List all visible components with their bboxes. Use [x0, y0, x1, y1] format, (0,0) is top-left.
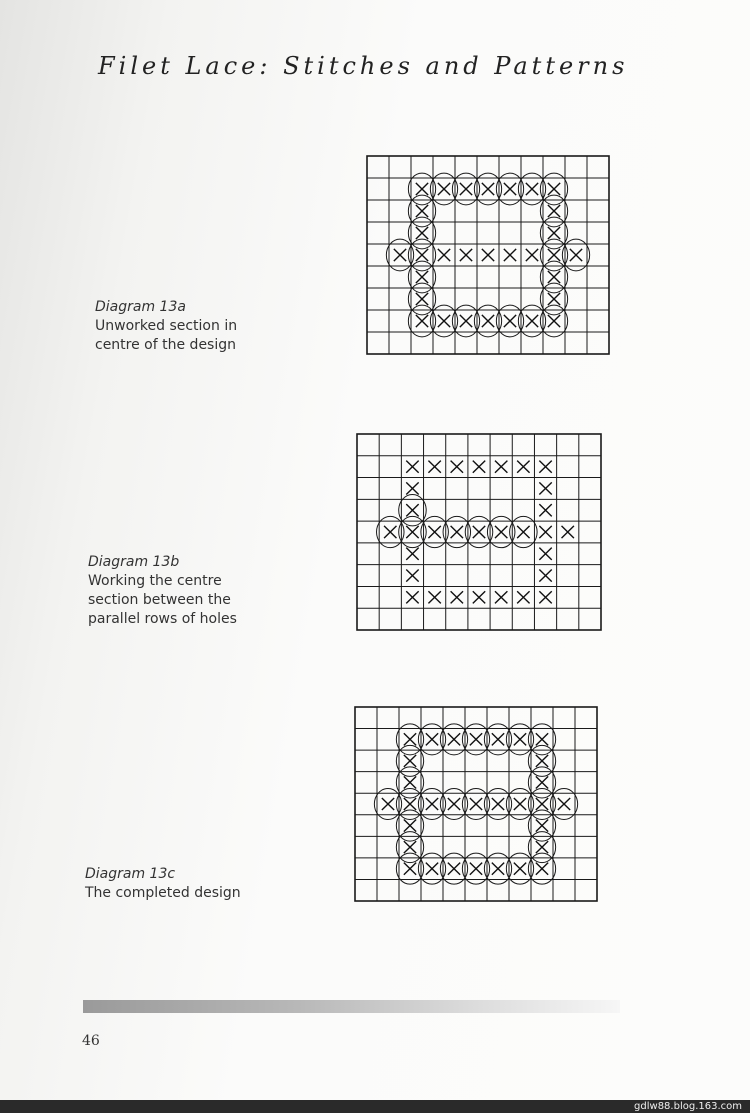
stitch-cross-mark [514, 733, 526, 745]
stitch-cross-mark [536, 733, 548, 745]
running-header: Filet Lace: Stitches and Patterns [98, 52, 629, 80]
stitch-cross-mark [514, 863, 526, 875]
stitch-cross-mark [539, 569, 551, 581]
footer-bar [83, 1000, 620, 1013]
stitch-cross-mark [536, 841, 548, 853]
stitch-cross-mark [514, 798, 526, 810]
stitch-cross-mark [536, 820, 548, 832]
stitch-cross-mark [470, 863, 482, 875]
stitch-cross-mark [406, 504, 418, 516]
stitch-cross-mark [558, 798, 570, 810]
stitch-cross-mark [526, 249, 538, 261]
diagram-13a-caption [95, 298, 237, 355]
stitch-cross-mark [384, 526, 396, 538]
stitch-cross-mark [426, 798, 438, 810]
stitch-cross-mark [473, 526, 485, 538]
stitch-cross-mark [428, 526, 440, 538]
stitch-cross-mark [470, 798, 482, 810]
stitch-cross-mark [448, 863, 460, 875]
stitch-cross-mark [548, 249, 560, 261]
stitch-cross-mark [438, 249, 450, 261]
stitch-cross-mark [438, 183, 450, 195]
stitch-cross-mark [504, 315, 516, 327]
stitch-cross-mark [539, 504, 551, 516]
stitch-cross-mark [526, 315, 538, 327]
stitch-cross-mark [460, 315, 472, 327]
stitch-cross-mark [416, 249, 428, 261]
stitch-cross-mark [539, 482, 551, 494]
diagram-13a-title: Diagram 13a [95, 299, 186, 315]
diagram-13a-line-1: Unworked section in [95, 318, 238, 334]
stitch-cross-mark [539, 591, 551, 603]
stitch-cross-mark [548, 183, 560, 195]
diagram-13c-caption [85, 865, 241, 903]
stitch-cross-mark [539, 526, 551, 538]
stitch-cross-mark [406, 548, 418, 560]
stitch-cross-mark [404, 798, 416, 810]
diagram-13b-caption [88, 553, 237, 629]
stitch-cross-mark [404, 841, 416, 853]
stitch-cross-mark [517, 526, 529, 538]
stitch-cross-mark [492, 863, 504, 875]
stitch-cross-mark [536, 863, 548, 875]
stitch-cross-mark [404, 776, 416, 788]
stitch-cross-mark [473, 461, 485, 473]
stitch-cross-mark [404, 820, 416, 832]
stitch-cross-mark [416, 293, 428, 305]
stitch-cross-mark [548, 315, 560, 327]
stitch-cross-mark [504, 249, 516, 261]
stitch-cross-mark [536, 776, 548, 788]
diagram-13c-grid [354, 706, 598, 902]
stitch-cross-mark [426, 733, 438, 745]
stitch-cross-mark [482, 249, 494, 261]
stitch-cross-mark [416, 271, 428, 283]
diagram-13b-title: Diagram 13b [88, 554, 180, 570]
watermark: gdlw88.blog.163.com [634, 1101, 742, 1112]
stitch-cross-mark [416, 183, 428, 195]
stitch-cross-mark [539, 548, 551, 560]
stitch-cross-mark [526, 183, 538, 195]
stitch-cross-mark [536, 755, 548, 767]
stitch-cross-mark [482, 315, 494, 327]
stitch-cross-mark [416, 227, 428, 239]
stitch-cross-mark [539, 461, 551, 473]
stitch-cross-mark [548, 293, 560, 305]
stitch-cross-mark [406, 482, 418, 494]
stitch-cross-mark [517, 461, 529, 473]
stitch-cross-mark [495, 591, 507, 603]
diagram-13a-line-2: centre of the design [95, 337, 236, 353]
stitch-cross-mark [495, 526, 507, 538]
stitch-cross-mark [448, 798, 460, 810]
stitch-cross-mark [492, 798, 504, 810]
stitch-cross-mark [460, 183, 472, 195]
stitch-cross-mark [404, 863, 416, 875]
stitch-cross-mark [570, 249, 582, 261]
page-number: 46 [82, 1033, 100, 1049]
stitch-cross-mark [504, 183, 516, 195]
stitch-cross-mark [438, 315, 450, 327]
stitch-cross-mark [428, 461, 440, 473]
diagram-13a-grid [366, 155, 610, 355]
stitch-cross-mark [416, 205, 428, 217]
stitch-cross-mark [548, 271, 560, 283]
stitch-cross-mark [451, 461, 463, 473]
stitch-cross-mark [406, 461, 418, 473]
stitch-cross-mark [416, 315, 428, 327]
diagram-13c-title: Diagram 13c [85, 866, 176, 882]
stitch-cross-mark [482, 183, 494, 195]
stitch-cross-mark [492, 733, 504, 745]
stitch-cross-mark [536, 798, 548, 810]
stitch-cross-mark [548, 227, 560, 239]
stitch-cross-mark [517, 591, 529, 603]
diagram-13b-line-3: parallel rows of holes [88, 611, 237, 627]
stitch-cross-mark [394, 249, 406, 261]
stitch-cross-mark [428, 591, 440, 603]
stitch-cross-mark [426, 863, 438, 875]
diagram-13c-line-1: The completed design [85, 885, 241, 901]
stitch-cross-mark [460, 249, 472, 261]
diagram-13b-grid [356, 433, 602, 631]
stitch-cross-mark [451, 591, 463, 603]
stitch-cross-mark [562, 526, 574, 538]
stitch-cross-mark [382, 798, 394, 810]
diagram-13b-line-2: section between the [88, 592, 231, 608]
stitch-cross-mark [448, 733, 460, 745]
stitch-cross-mark [404, 733, 416, 745]
stitch-cross-mark [404, 755, 416, 767]
stitch-cross-mark [406, 526, 418, 538]
stitch-cross-mark [451, 526, 463, 538]
stitch-cross-mark [548, 205, 560, 217]
stitch-cross-mark [406, 569, 418, 581]
diagram-13b-line-1: Working the centre [88, 573, 222, 589]
stitch-cross-mark [406, 591, 418, 603]
stitch-cross-mark [470, 733, 482, 745]
stitch-cross-mark [495, 461, 507, 473]
stitch-cross-mark [473, 591, 485, 603]
